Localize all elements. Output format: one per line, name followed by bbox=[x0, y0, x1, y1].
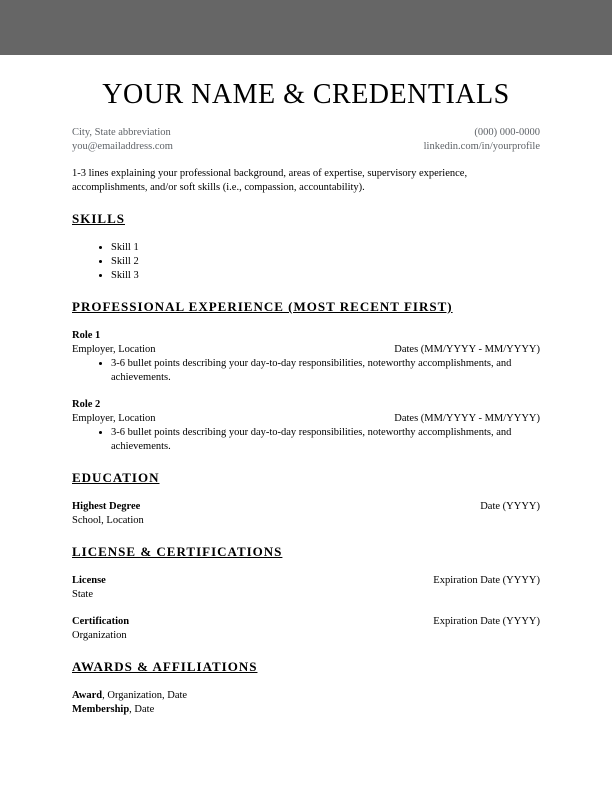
contact-block bbox=[72, 126, 540, 154]
entry-expiration-date: Expiration Date (YYYY) bbox=[433, 575, 540, 586]
experience-role bbox=[72, 329, 540, 385]
entry-title: Certification bbox=[72, 616, 130, 627]
employer-location: Employer, Location bbox=[72, 413, 156, 424]
entry-sub: Organization bbox=[72, 630, 127, 641]
employer-location: Employer, Location bbox=[72, 344, 156, 355]
role-dates: Dates (MM/YYYY - MM/YYYY) bbox=[394, 413, 540, 424]
degree-row bbox=[72, 500, 540, 514]
name-title: YOUR NAME & CREDENTIALS bbox=[102, 79, 510, 110]
certification-entry bbox=[72, 615, 540, 643]
contact-phone: (000) 000-0000 bbox=[474, 127, 540, 138]
membership-line bbox=[72, 703, 540, 717]
role-title: Role 1 bbox=[72, 330, 101, 341]
contact-location: City, State abbreviation bbox=[72, 127, 171, 138]
skill-item: • Skill 3 bbox=[111, 269, 540, 283]
membership-label: Membership bbox=[72, 704, 130, 715]
skill-item: • Skill 1 bbox=[111, 241, 540, 255]
skills-list bbox=[72, 241, 540, 283]
awards-list bbox=[72, 689, 540, 717]
section-education bbox=[72, 469, 540, 528]
page-content bbox=[0, 79, 612, 717]
experience-heading: PROFESSIONAL EXPERIENCE (MOST RECENT FIRST) bbox=[72, 299, 453, 314]
summary-text: 1-3 lines explaining your professional background, areas of expertise, supervisory experience, accomplishments, and/or soft skills (i.e., compassion, accountability). bbox=[72, 168, 468, 193]
role-title: Role 2 bbox=[72, 399, 101, 410]
entry-expiration-date: Expiration Date (YYYY) bbox=[433, 616, 540, 627]
skill-item: • Skill 2 bbox=[111, 255, 540, 269]
skills-heading: SKILLS bbox=[72, 211, 125, 226]
entry-title: License bbox=[72, 575, 106, 586]
section-license-certifications bbox=[72, 543, 540, 643]
role-bullet: • 3-6 bullet points describing your day-to-day responsibilities, noteworthy accomplishments, and achievements. bbox=[111, 426, 540, 454]
role-meta-row bbox=[72, 343, 540, 357]
education-entry bbox=[72, 500, 540, 528]
certification-row bbox=[72, 615, 540, 629]
degree-date: Date (YYYY) bbox=[480, 501, 540, 512]
header-band bbox=[0, 0, 612, 55]
role-dates: Dates (MM/YYYY - MM/YYYY) bbox=[394, 344, 540, 355]
contact-right bbox=[424, 126, 540, 154]
awards-heading: AWARDS & AFFILIATIONS bbox=[72, 659, 258, 674]
award-label: Award bbox=[72, 690, 103, 701]
role-meta-row bbox=[72, 412, 540, 426]
entry-sub: State bbox=[72, 589, 93, 600]
school-location: School, Location bbox=[72, 515, 144, 526]
award-line bbox=[72, 689, 540, 703]
membership-rest: , Date bbox=[129, 704, 155, 715]
contact-left bbox=[72, 126, 173, 154]
degree-title: Highest Degree bbox=[72, 501, 141, 512]
experience-role bbox=[72, 398, 540, 454]
section-awards bbox=[72, 658, 540, 717]
award-rest: , Organization, Date bbox=[102, 690, 188, 701]
license-heading: LICENSE & CERTIFICATIONS bbox=[72, 544, 283, 559]
license-row bbox=[72, 574, 540, 588]
role-bullet: • 3-6 bullet points describing your day-to-day responsibilities, noteworthy accomplishments, and achievements. bbox=[111, 357, 540, 385]
role-bullet-list bbox=[72, 426, 540, 454]
contact-email: you@emailaddress.com bbox=[72, 141, 173, 152]
education-heading: EDUCATION bbox=[72, 470, 160, 485]
section-experience bbox=[72, 298, 540, 454]
section-skills bbox=[72, 210, 540, 283]
license-entry bbox=[72, 574, 540, 602]
role-bullet-list bbox=[72, 357, 540, 385]
contact-linkedin: linkedin.com/in/yourprofile bbox=[423, 141, 540, 152]
